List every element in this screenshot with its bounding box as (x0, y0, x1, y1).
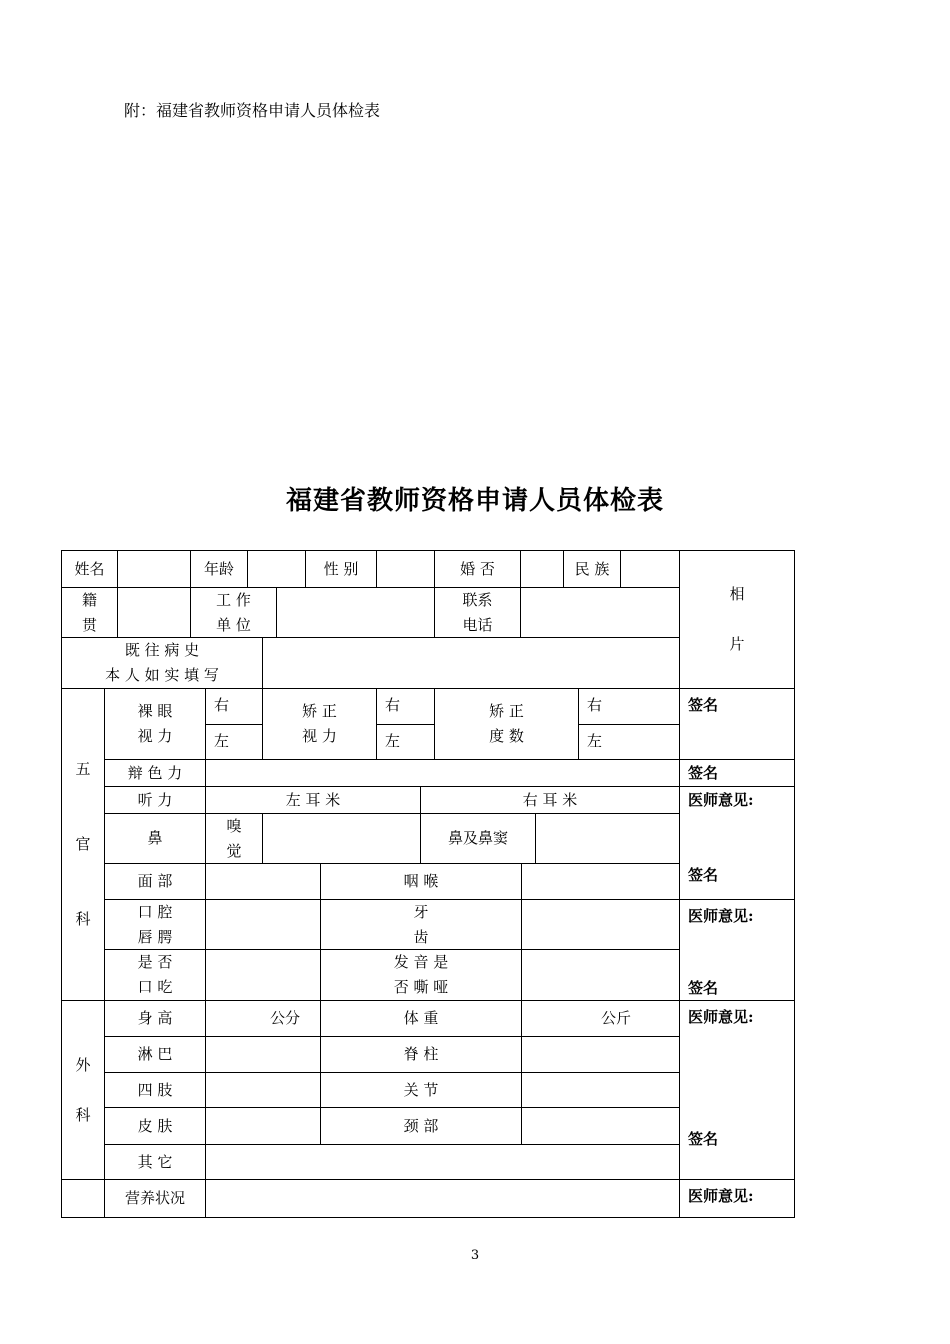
corrected-vision-label: 矫 正 视 力 (263, 689, 377, 760)
smell-field[interactable] (263, 814, 421, 864)
left-ear-field[interactable]: 左 耳 米 (206, 787, 421, 814)
name-field[interactable] (118, 550, 191, 588)
nutrition-section-blank (61, 1180, 105, 1218)
hearing-label: 听 力 (105, 787, 206, 814)
voice-field[interactable] (522, 950, 680, 1001)
naked-vision-label: 裸 眼 视 力 (105, 689, 206, 760)
stutter-label: 是 否 口 吃 (105, 950, 206, 1001)
work-unit-field[interactable] (277, 588, 435, 638)
work-unit-label: 工 作 单 位 (191, 588, 277, 638)
joints-label: 关 节 (321, 1073, 522, 1108)
corrected-vision-right[interactable]: 右 (377, 689, 435, 725)
native-place-field[interactable] (118, 588, 191, 638)
correction-degree-right[interactable]: 右 (579, 689, 680, 725)
ent-doctor-opinion-2[interactable]: 医师意见: (680, 900, 795, 1001)
voice-label: 发 音 是 否 嘶 哑 (321, 950, 522, 1001)
gender-field[interactable] (377, 550, 435, 588)
spine-field[interactable] (522, 1037, 680, 1073)
surgery-doctor-opinion[interactable]: 医师意见: (680, 1001, 795, 1180)
marital-label: 婚 否 (435, 550, 521, 588)
photo-box: 相 片 (680, 550, 795, 689)
ethnicity-label: 民 族 (564, 550, 621, 588)
appendix-note: 附：福建省教师资格申请人员体检表 (124, 101, 381, 120)
face-field[interactable] (206, 864, 321, 900)
nose-label: 鼻 (105, 814, 206, 864)
age-label: 年龄 (191, 550, 248, 588)
other-label: 其 它 (105, 1145, 206, 1180)
correction-degree-label: 矫 正 度 数 (435, 689, 579, 760)
joints-field[interactable] (522, 1073, 680, 1108)
smell-label: 嗅 觉 (206, 814, 263, 864)
mouth-label: 口 腔 唇 腭 (105, 900, 206, 950)
native-place-label: 籍 贯 (61, 588, 118, 638)
nutrition-label: 营养状况 (105, 1180, 206, 1218)
throat-label: 咽 喉 (321, 864, 522, 900)
sinus-field[interactable] (536, 814, 680, 864)
marital-field[interactable] (521, 550, 564, 588)
ent-section-label: 五 官 科 (61, 689, 105, 1001)
correction-degree-left[interactable]: 左 (579, 725, 680, 760)
spine-label: 脊 柱 (321, 1037, 522, 1073)
color-vision-field[interactable] (206, 760, 680, 787)
neck-label: 颈 部 (321, 1108, 522, 1145)
phone-field[interactable] (521, 588, 680, 638)
teeth-label: 牙 齿 (321, 900, 522, 950)
height-field[interactable]: 公分 (206, 1001, 321, 1037)
skin-label: 皮 肤 (105, 1108, 206, 1145)
ent-doctor-opinion-1[interactable]: 医师意见: (680, 787, 795, 900)
stutter-field[interactable] (206, 950, 321, 1001)
gender-label: 性 别 (306, 550, 377, 588)
other-field[interactable] (206, 1145, 680, 1180)
ent-signature-1[interactable]: 签名 (688, 866, 719, 884)
form-title: 福建省教师资格申请人员体检表 (285, 486, 664, 516)
naked-vision-right[interactable]: 右 (206, 689, 263, 725)
neck-field[interactable] (522, 1108, 680, 1145)
teeth-field[interactable] (522, 900, 680, 950)
medical-history-label: 既 往 病 史 本 人 如 实 填 写 (61, 638, 263, 689)
throat-field[interactable] (522, 864, 680, 900)
color-vision-label: 辩 色 力 (105, 760, 206, 787)
height-label: 身 高 (105, 1001, 206, 1037)
name-label: 姓名 (61, 550, 118, 588)
face-label: 面 部 (105, 864, 206, 900)
ethnicity-field[interactable] (621, 550, 680, 588)
phone-label: 联系 电话 (435, 588, 521, 638)
weight-field[interactable]: 公斤 (522, 1001, 680, 1037)
corrected-vision-left[interactable]: 左 (377, 725, 435, 760)
page-number: 3 (470, 1248, 480, 1263)
lymph-label: 淋 巴 (105, 1037, 206, 1073)
health-check-form (61, 550, 795, 1218)
nutrition-field[interactable] (206, 1180, 680, 1218)
color-vision-signature[interactable]: 签名 (680, 760, 795, 787)
limbs-label: 四 肢 (105, 1073, 206, 1108)
naked-vision-left[interactable]: 左 (206, 725, 263, 760)
nutrition-doctor-opinion[interactable]: 医师意见: (680, 1180, 795, 1218)
lymph-field[interactable] (206, 1037, 321, 1073)
weight-label: 体 重 (321, 1001, 522, 1037)
vision-signature[interactable]: 签名 (680, 689, 795, 760)
skin-field[interactable] (206, 1108, 321, 1145)
surgery-section-label: 外 科 (61, 1001, 105, 1180)
sinus-label: 鼻及鼻窦 (421, 814, 536, 864)
surgery-signature[interactable]: 签名 (688, 1130, 719, 1148)
medical-history-field[interactable] (263, 638, 680, 689)
limbs-field[interactable] (206, 1073, 321, 1108)
ent-signature-2[interactable]: 签名 (688, 979, 719, 997)
right-ear-field[interactable]: 右 耳 米 (421, 787, 680, 814)
mouth-field[interactable] (206, 900, 321, 950)
age-field[interactable] (248, 550, 306, 588)
